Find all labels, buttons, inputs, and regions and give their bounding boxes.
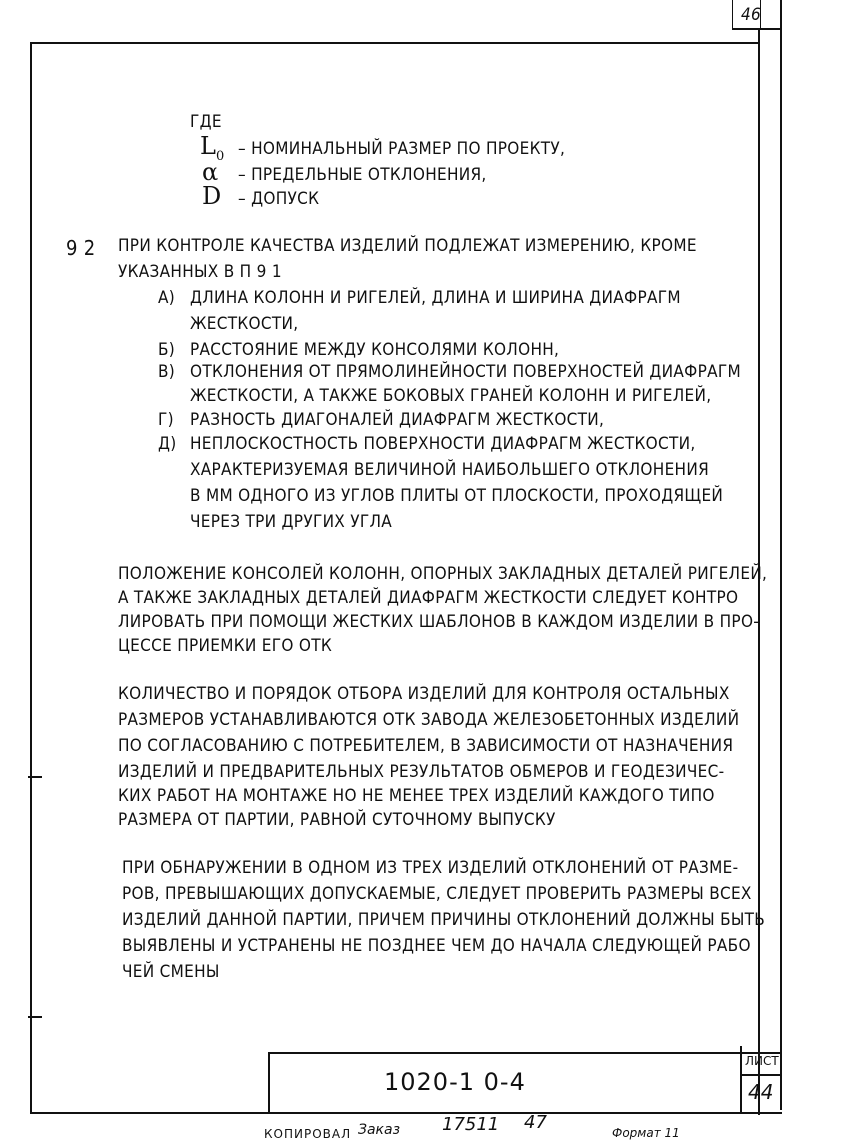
frame-bottom: [30, 1112, 782, 1114]
stamp-top: [268, 1052, 782, 1054]
where-item-1-text: – НОМИНАЛЬНЫЙ РАЗМЕР ПО ПРОЕКТУ,: [238, 139, 566, 159]
footer-format: Формат 11: [612, 1126, 680, 1140]
paragraph-3-line-2: РОВ, ПРЕВЫШАЮЩИХ ДОПУСКАЕМЫЕ, СЛЕДУЕТ ПРОВЕРИТЬ РАЗМЕРЫ ВСЕХ: [122, 884, 752, 904]
paragraph-3-line-1: ПРИ ОБНАРУЖЕНИИ В ОДНОМ ИЗ ТРЕХ ИЗДЕЛИЙ ОТКЛОНЕНИЙ ОТ РАЗМЕ-: [122, 858, 739, 878]
item-v-line-1: ОТКЛОНЕНИЯ ОТ ПРЯМОЛИНЕЙНОСТИ ПОВЕРХНОСТЕЙ ДИАФРАГМ: [190, 362, 742, 382]
item-g-marker: Г): [158, 410, 174, 430]
symbol-l: L: [200, 132, 216, 160]
footer-order-number: 17511: [442, 1114, 500, 1135]
paragraph-2-line-5: КИХ РАБОТ НА МОНТАЖЕ НО НЕ МЕНЕЕ ТРЕХ ИЗДЕЛИЙ КАЖДОГО ТИПО: [118, 786, 715, 806]
paragraph-2-line-4: ИЗДЕЛИЙ И ПРЕДВАРИТЕЛЬНЫХ РЕЗУЛЬТАТОВ ОБМЕРОВ И ГЕОДЕЗИЧЕС-: [118, 762, 725, 782]
item-d-line-4: ЧЕРЕЗ ТРИ ДРУГИХ УГЛА: [190, 512, 393, 532]
sheet-label: ЛИСТ: [745, 1054, 779, 1068]
paragraph-1-line-1: ПОЛОЖЕНИЕ КОНСОЛЕЙ КОЛОНН, ОПОРНЫХ ЗАКЛАДНЫХ ДЕТАЛЕЙ РИГЕЛЕЙ,: [118, 564, 768, 584]
item-d-line-1: НЕПЛОСКОСТНОСТЬ ПОВЕРХНОСТИ ДИАФРАГМ ЖЕСТКОСТИ,: [190, 434, 696, 454]
paragraph-2-line-1: КОЛИЧЕСТВО И ПОРЯДОК ОТБОРА ИЗДЕЛИЙ ДЛЯ КОНТРОЛЯ ОСТАЛЬНЫХ: [118, 684, 730, 704]
paragraph-2-line-6: РАЗМЕРА ОТ ПАРТИИ, РАВНОЙ СУТОЧНОМУ ВЫПУСКУ: [118, 810, 556, 830]
sheet-number: 44: [748, 1080, 774, 1104]
section-number: 9 2: [66, 236, 96, 260]
paragraph-1-line-2: А ТАКЖЕ ЗАКЛАДНЫХ ДЕТАЛЕЙ ДИАФРАГМ ЖЕСТКОСТИ СЛЕДУЕТ КОНТРО: [118, 588, 739, 608]
where-heading: ГДЕ: [190, 112, 222, 132]
corner-box-bottom: [732, 28, 782, 30]
item-d-line-3: В ММ ОДНОГО ИЗ УГЛОВ ПЛИТЫ ОТ ПЛОСКОСТИ, ПРОХОДЯЩЕЙ: [190, 486, 724, 506]
item-d-line-2: ХАРАКТЕРИЗУЕМАЯ ВЕЛИЧИНОЙ НАИБОЛЬШЕГО ОТКЛОНЕНИЯ: [190, 460, 709, 480]
paragraph-3-line-4: ВЫЯВЛЕНЫ И УСТРАНЕНЫ НЕ ПОЗДНЕЕ ЧЕМ ДО НАЧАЛА СЛЕДУЮЩЕЙ РАБО: [122, 936, 751, 956]
footer-order-label: Заказ: [358, 1122, 401, 1138]
where-item-2-text: – ПРЕДЕЛЬНЫЕ ОТКЛОНЕНИЯ,: [238, 165, 487, 185]
paragraph-2-line-3: ПО СОГЛАСОВАНИЮ С ПОТРЕБИТЕЛЕМ, В ЗАВИСИМОСТИ ОТ НАЗНАЧЕНИЯ: [118, 736, 734, 756]
stamp-left: [268, 1052, 270, 1114]
margin-tick: [28, 1016, 42, 1018]
item-v-line-2: ЖЕСТКОСТИ, А ТАКЖЕ БОКОВЫХ ГРАНЕЙ КОЛОНН И РИГЕЛЕЙ,: [190, 386, 712, 406]
item-a-line-2: ЖЕСТКОСТИ,: [190, 314, 299, 334]
paragraph-1-line-3: ЛИРОВАТЬ ПРИ ПОМОЩИ ЖЕСТКИХ ШАБЛОНОВ В КАЖДОМ ИЗДЕЛИИ В ПРО-: [118, 612, 760, 632]
margin-tick: [28, 776, 42, 778]
item-v-marker: В): [158, 362, 176, 382]
frame-top: [30, 42, 760, 44]
symbol-l-subscript: 0: [215, 148, 225, 164]
item-b-line-1: РАССТОЯНИЕ МЕЖДУ КОНСОЛЯМИ КОЛОНН,: [190, 340, 560, 360]
where-item-3-text: – ДОПУСК: [238, 189, 320, 209]
paragraph-3-line-5: ЧЕЙ СМЕНЫ: [122, 962, 220, 982]
top-corner-line: [732, 0, 733, 30]
item-a-marker: А): [158, 288, 176, 308]
where-symbol-alpha: α: [202, 158, 219, 186]
paragraph-3-line-3: ИЗДЕЛИЙ ДАННОЙ ПАРТИИ, ПРИЧЕМ ПРИЧИНЫ ОТКЛОНЕНИЙ ДОЛЖНЫ БЫТЬ: [122, 910, 766, 930]
document-code: 1020-1 0-4: [384, 1068, 526, 1096]
paragraph-2-line-2: РАЗМЕРОВ УСТАНАВЛИВАЮТСЯ ОТК ЗАВОДА ЖЕЛЕЗОБЕТОННЫХ ИЗДЕЛИЙ: [118, 710, 740, 730]
where-symbol-d: D: [202, 182, 222, 210]
stamp-sheet-divider: [740, 1074, 782, 1076]
item-g-line-1: РАЗНОСТЬ ДИАГОНАЛЕЙ ДИАФРАГМ ЖЕСТКОСТИ,: [190, 410, 605, 430]
paragraph-1-line-4: ЦЕССЕ ПРИЕМКИ ЕГО ОТК: [118, 636, 333, 656]
footer-number-2: 47: [524, 1112, 547, 1133]
frame-right-outer: [780, 0, 782, 1110]
section-intro-line-2: УКАЗАННЫХ В П 9 1: [118, 262, 282, 282]
item-a-line-1: ДЛИНА КОЛОНН И РИГЕЛЕЙ, ДЛИНА И ШИРИНА ДИАФРАГМ: [190, 288, 681, 308]
frame-left: [30, 42, 32, 1114]
stamp-divider: [740, 1046, 742, 1114]
footer-copied: КОПИРОВАЛ: [264, 1127, 352, 1141]
item-d-marker: Д): [158, 434, 177, 454]
item-b-marker: Б): [158, 340, 176, 360]
corner-number: 46: [741, 5, 762, 25]
section-intro-line-1: ПРИ КОНТРОЛЕ КАЧЕСТВА ИЗДЕЛИЙ ПОДЛЕЖАТ ИЗМЕРЕНИЮ, КРОМЕ: [118, 236, 697, 256]
